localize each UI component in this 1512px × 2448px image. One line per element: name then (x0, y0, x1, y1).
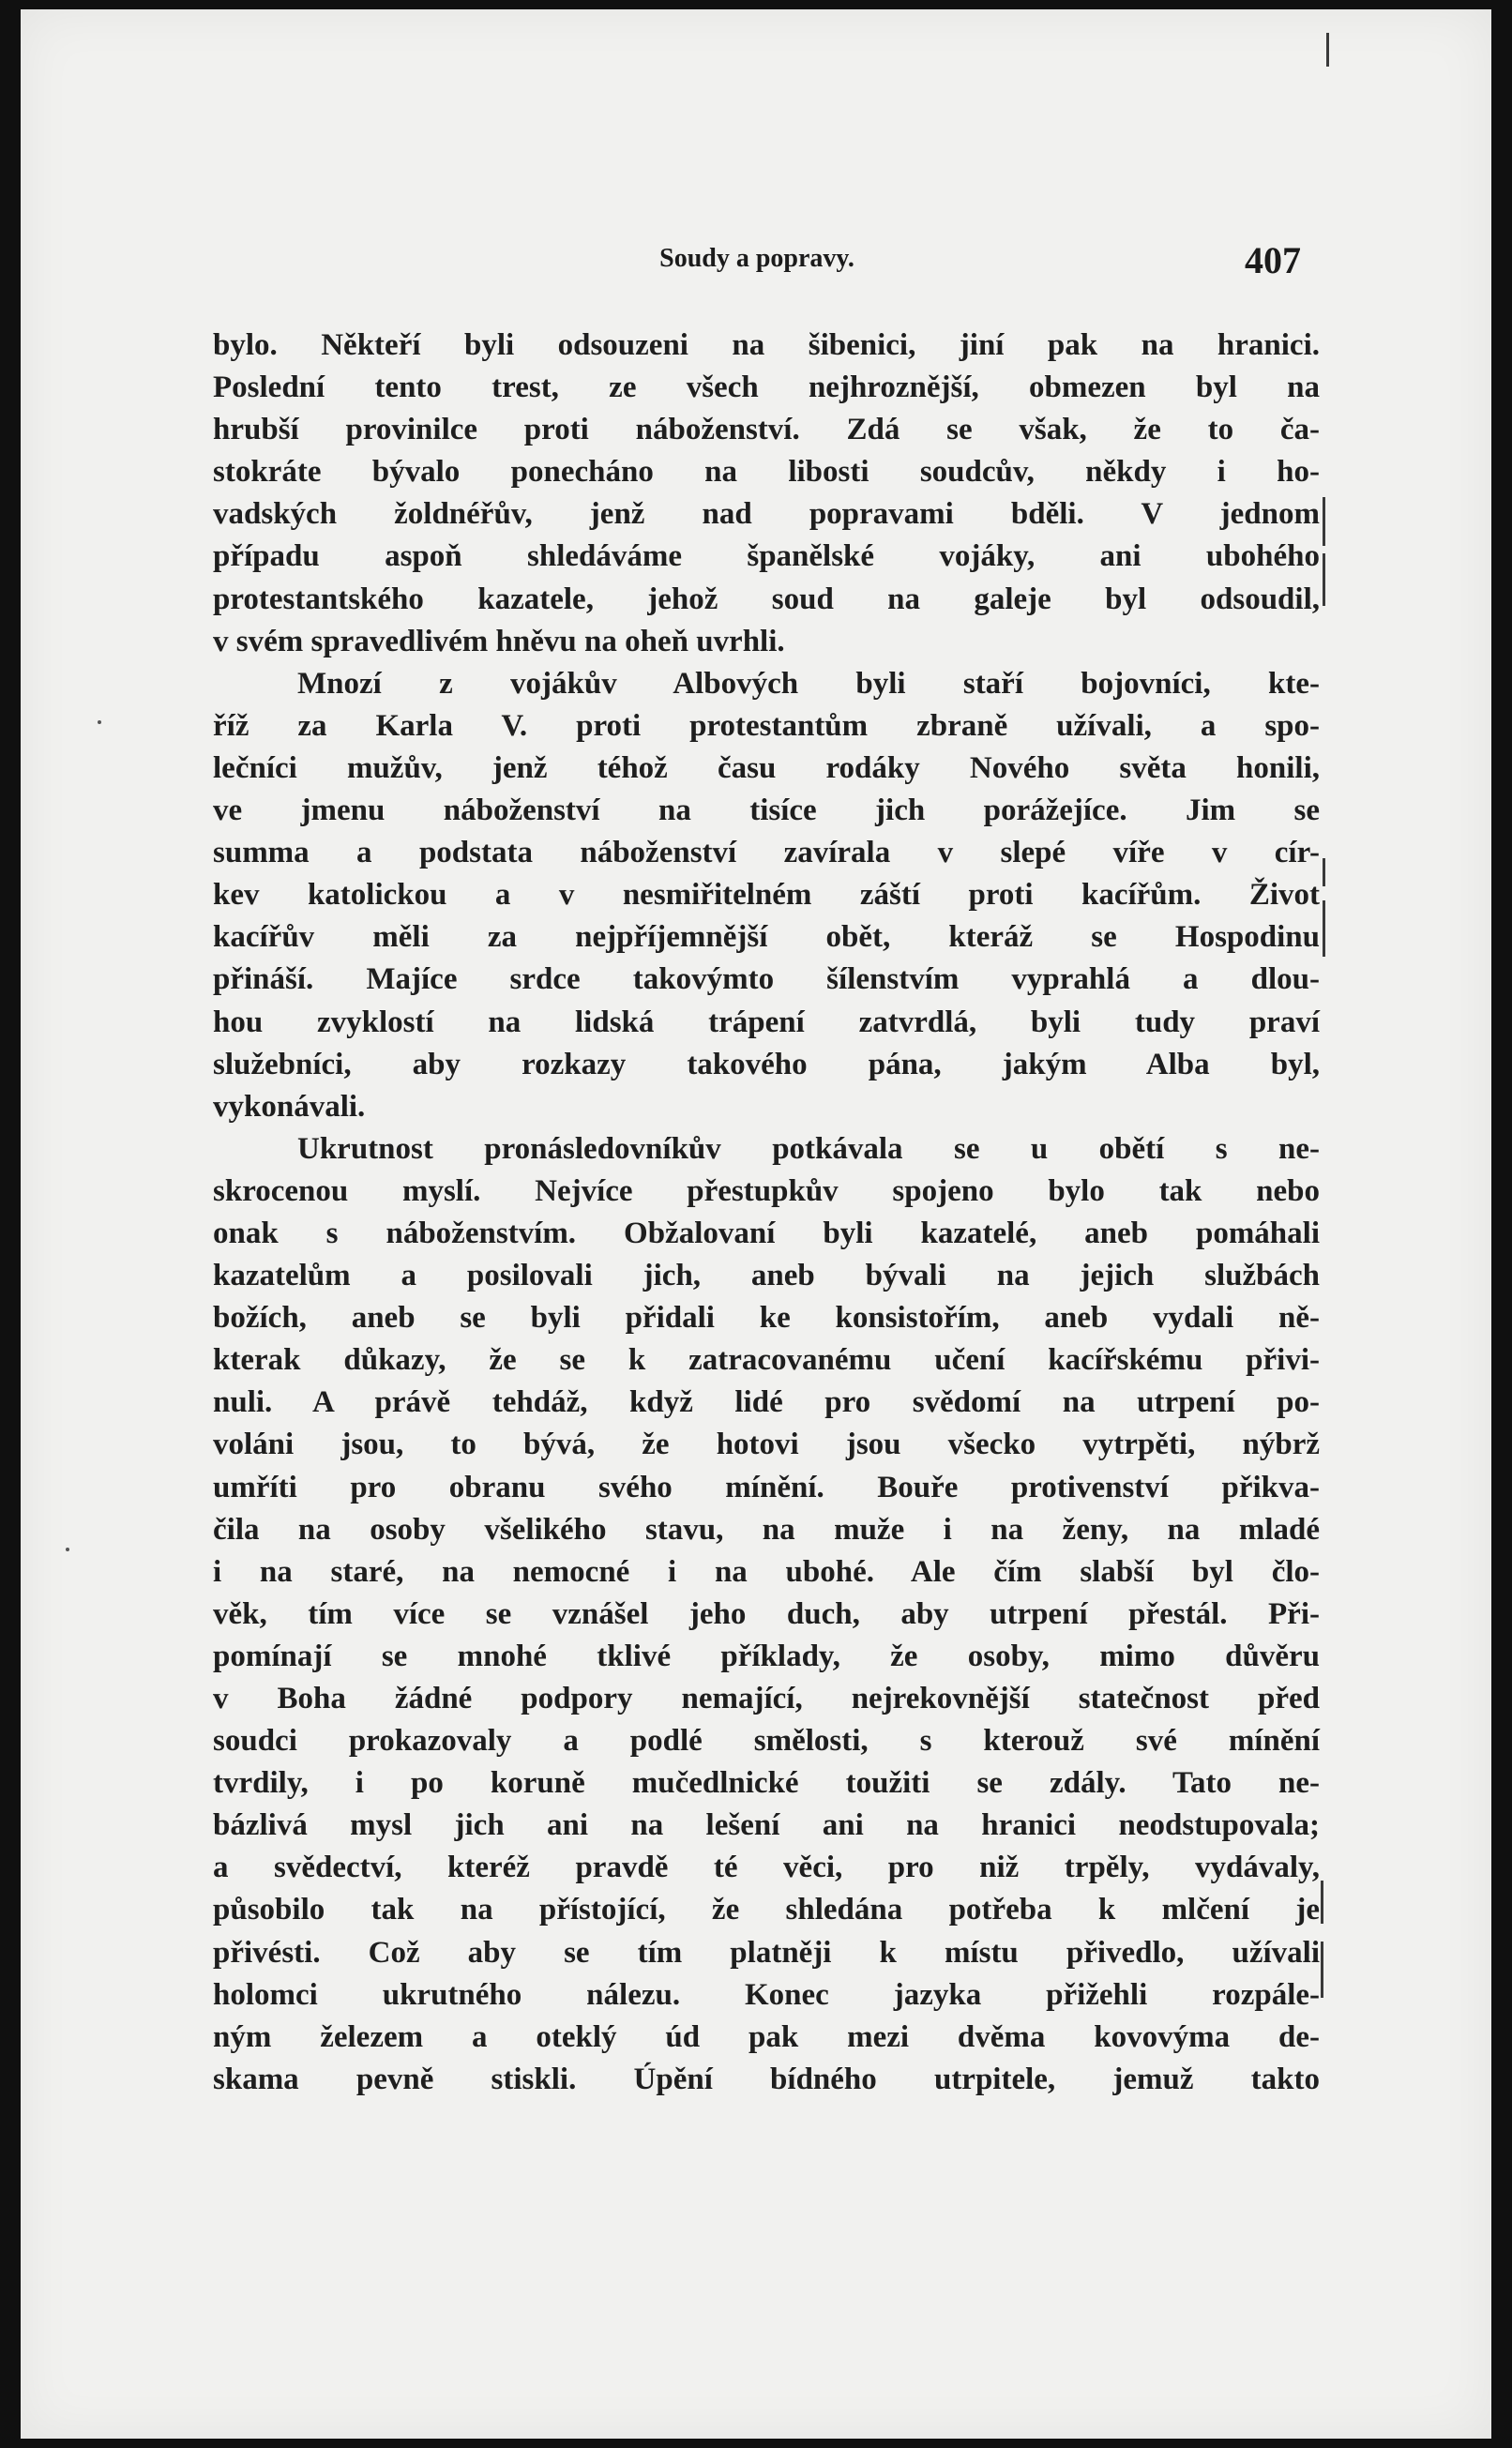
text-line: přináší. Majíce srdce takovýmto šílenstvím vyprahlá a dlou- (213, 962, 1320, 997)
running-title: Soudy a popravy. (659, 244, 854, 273)
text-line: bázlivá mysl jich ani na lešení ani na hranici neodstupovala; (213, 1808, 1320, 1843)
text-line: služebníci, aby rozkazy takového pána, jakým Alba byl, (213, 1047, 1320, 1081)
text-line: pomínají se mnohé tklivé příklady, že osoby, mimo důvěru (213, 1639, 1320, 1673)
page-number: 407 (1245, 239, 1301, 281)
text-line: lečníci mužův, jenž téhož času rodáky Nového světa honili, (213, 750, 1320, 785)
text-line: čila na osoby všelikého stavu, na muže i na ženy, na mladé (213, 1512, 1320, 1547)
text-line: věk, tím více se vznášel jeho duch, aby utrpení přestál. Při- (213, 1596, 1320, 1631)
text-line: božích, aneb se byli přidali ke konsistořím, aneb vydali ně- (213, 1301, 1320, 1336)
text-line: summa a podstata náboženství zavírala v slepé víře v cír- (213, 836, 1320, 870)
margin-mark (1323, 900, 1325, 957)
book-page (21, 9, 1491, 2439)
text-line: stokráte bývalo ponecháno na libosti soudcův, někdy i ho- (213, 455, 1320, 490)
text-line: ným železem a oteklý úd pak mezi dvěma kovovýma de- (213, 2019, 1320, 2054)
text-line: kacířův měli za nejpříjemnější obět, kteráž se Hospodinu (213, 920, 1320, 955)
text-line: vykonávali. (213, 1089, 366, 1124)
text-line: soudci prokazovaly a podlé smělosti, s kterouž své mínění (213, 1724, 1320, 1759)
text-line: a svědectví, kteréž pravdě té věci, pro niž trpěly, vydávaly, (213, 1851, 1320, 1885)
text-line: případu aspoň shledáváme španělské vojáky, ani ubohého (213, 539, 1320, 574)
text-line: kterak důkazy, že se k zatracovanému učení kacířskému přivi- (213, 1343, 1320, 1378)
text-line: v Boha žádné podpory nemající, nejrekovnější statečnost před (213, 1682, 1320, 1715)
text-line: vadských žoldnéřův, jenž nad popravami bděli. V jednom (213, 497, 1320, 532)
margin-speck (66, 1548, 69, 1551)
text-line: přivésti. Což aby se tím platněji k místu přivedlo, užívali (213, 1935, 1320, 1970)
text-line: protestantského kazatele, jehož soud na galeje byl odsoudil, (213, 582, 1320, 616)
text-line: hou zvyklostí na lidská trápení zatvrdlá, byli tudy praví (213, 1005, 1320, 1039)
text-line: Ukrutnost pronásledovníkův potkávala se u obětí s ne- (297, 1131, 1320, 1166)
text-line: bylo. Někteří byli odsouzeni na šibenici, jiní pak na hranici. (213, 328, 1320, 362)
text-line: v svém spravedlivém hněvu na oheň uvrhli. (213, 624, 785, 658)
text-line: působilo tak na přístojící, že shledána potřeba k mlčení je (213, 1893, 1320, 1927)
text-line: umříti pro obranu svého mínění. Bouře protivenství přikva- (213, 1470, 1320, 1504)
text-line: tvrdily, i po koruně mučedlnické toužiti se zdály. Tato ne- (213, 1766, 1320, 1801)
text-line: kev katolickou a v nesmiřitelném záští proti kacířům. Život (213, 878, 1320, 913)
text-line: skrocenou myslí. Nejvíce přestupkův spojeno bylo tak nebo (213, 1173, 1320, 1208)
body-text (213, 325, 1320, 2101)
text-line: říž za Karla V. proti protestantům zbraně užívali, a spo- (213, 708, 1320, 743)
margin-mark (1323, 553, 1325, 606)
text-line: skama pevně stiskli. Úpění bídného utrpitele, jemuž takto (213, 2062, 1320, 2096)
page-header (213, 239, 1301, 291)
text-line: hrubší provinilce proti náboženství. Zdá se však, že to ča- (213, 413, 1320, 447)
margin-mark (1321, 1942, 1323, 1998)
margin-mark (1323, 497, 1325, 546)
margin-speck (98, 720, 101, 724)
text-line: holomci ukrutného nálezu. Konec jazyka přižehli rozpále- (213, 1977, 1320, 2012)
text-line: nuli. A právě tehdáž, když lidé pro svědomí na utrpení po- (213, 1385, 1320, 1420)
text-line: kazatelům a posilovali jich, aneb bývali na jejich službách (213, 1259, 1320, 1293)
text-line: Mnozí z vojákův Albových byli staří bojovníci, kte- (297, 666, 1320, 701)
text-line: onak s náboženstvím. Obžalovaní byli kazatelé, aneb pomáhali (213, 1216, 1320, 1250)
text-line: ve jmenu náboženství na tisíce jich porážejíce. Jim se (213, 793, 1320, 828)
text-line: Poslední tento trest, ze všech nejhroznější, obmezen byl na (213, 370, 1320, 405)
text-line: voláni jsou, to bývá, že hotovi jsou všecko vytrpěti, nýbrž (213, 1428, 1320, 1462)
margin-mark (1323, 858, 1325, 886)
margin-mark (1321, 1881, 1323, 1924)
margin-mark (1326, 33, 1329, 67)
text-line: i na staré, na nemocné i na ubohé. Ale čím slabší byl člo- (213, 1554, 1320, 1589)
